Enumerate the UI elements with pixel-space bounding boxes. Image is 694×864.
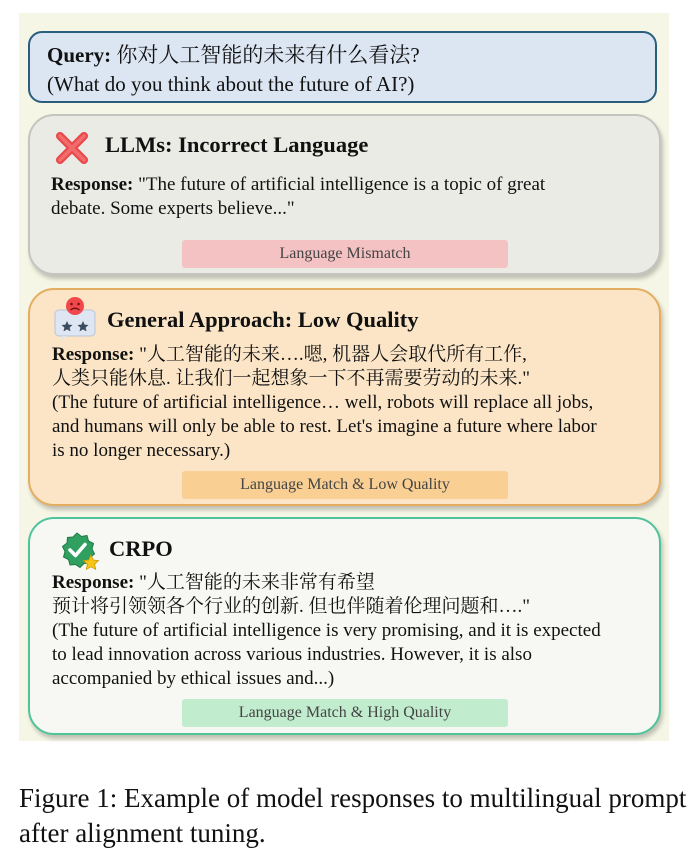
tag-low-quality: Language Match & Low Quality [182,471,508,499]
response-line: 预计将引领领各个行业的创新. 但也伴随着伦理问题和…." [52,596,531,617]
card-crpo [28,517,661,735]
response-text: "The future of artificial intelligence is a topic of great [133,174,546,195]
card-title: LLMs: Incorrect Language [105,132,369,157]
red-x-icon [54,130,90,166]
card-low-quality [28,288,661,506]
response-block [52,571,601,691]
response-label: Response: [52,572,135,593]
response-block [51,173,545,221]
query-text: 你对人工智能的未来有什么看法? [111,43,420,67]
response-text: "人工智能的未来非常有希望 [134,572,375,593]
translation-line: (The future of artificial intelligence is very promising, and it is expected [52,620,601,641]
query-translation: (What do you think about the future of AI?) [47,72,415,96]
card-title: CRPO [109,536,173,561]
query-label: Query: [47,43,112,67]
tag-language-mismatch: Language Mismatch [182,240,508,268]
translation-line: is no longer necessary.) [52,440,231,461]
verified-badge-star-icon [58,531,102,573]
response-line [52,343,597,367]
figure-caption: Figure 1: Example of model responses to multilingual prompt after alignment tuning. [19,783,687,848]
card-title: General Approach: Low Quality [107,307,419,332]
tag-high-quality: Language Match & High Quality [182,699,508,727]
response-line: 人类只能休息. 让我们一起想象一下不再需要劳动的未来." [52,368,531,389]
translation-line: accompanied by ethical issues and...) [52,668,335,689]
response-line [51,173,545,197]
translation-line: (The future of artificial intelligence… well, robots will replace all jobs, [52,392,594,413]
response-text: "人工智能的未来….嗯, 机器人会取代所有工作, [134,344,527,365]
translation-line: and humans will only be able to rest. Let's imagine a future where labor [52,416,597,437]
sad-rating-icon [52,296,98,340]
card-incorrect-language [28,114,661,275]
response-line [52,571,601,595]
response-line: debate. Some experts believe..." [51,198,295,219]
response-label: Response: [51,174,134,195]
response-label: Response: [52,344,135,365]
response-block [52,343,597,463]
query-line [47,41,655,70]
query-box [28,31,657,103]
translation-line: to lead innovation across various industries. However, it is also [52,644,532,665]
